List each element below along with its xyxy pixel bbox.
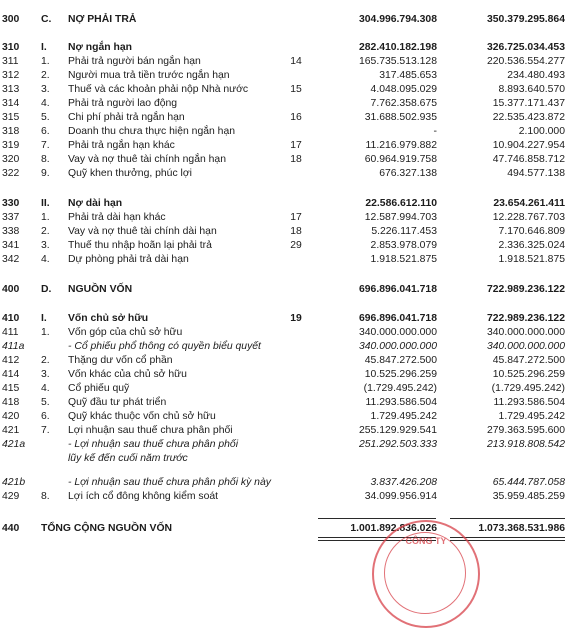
table-row [0,410,577,424]
current-year-value: 3.837.426.208 [370,477,437,488]
item-label: - Cổ phiếu phổ thông có quyền biểu quyết [68,341,261,352]
item-code: 337 [2,212,20,223]
current-year-value: 676.327.138 [379,168,437,179]
item-label: Thuế thu nhập hoãn lại phải trả [68,240,212,251]
item-label: NỢ PHẢI TRẢ [68,14,137,25]
item-code: 300 [2,14,20,25]
section-row-330 [0,197,577,211]
current-year-value: 60.964.919.758 [364,154,437,165]
table-row [0,239,577,253]
item-number: 7. [41,140,50,151]
prior-year-value: 45.847.272.500 [492,355,565,366]
item-number: 8. [41,154,50,165]
item-number: 2. [41,355,50,366]
current-year-value: 45.847.272.500 [364,355,437,366]
prior-year-value: 1.918.521.875 [498,254,565,265]
prior-year-value: 2.100.000 [518,126,565,137]
item-code: 310 [2,42,20,53]
item-label: Lợi ích cổ đông không kiểm soát [68,491,219,502]
item-label: Dự phòng phải trả dài hạn [68,254,189,265]
current-year-value: 31.688.502.935 [364,112,437,123]
table-row [0,139,577,153]
current-year-value: 22.586.612.110 [365,198,437,209]
prior-year-value: 722.989.236.122 [486,284,565,295]
prior-year-value: 279.363.595.600 [486,425,565,436]
seal-text: CÔNG TY [405,536,447,546]
table-row [0,368,577,382]
item-code: 421b [2,477,26,488]
item-code: 320 [2,154,20,165]
prior-year-value: 22.535.423.872 [492,112,565,123]
item-label: Vốn chủ sở hữu [68,313,149,324]
prior-year-value: 11.293.586.504 [493,397,565,408]
item-code: 315 [2,112,20,123]
note-number: 16 [290,112,302,123]
note-number: 17 [290,212,302,223]
item-label: Vốn khác của chủ sở hữu [68,369,187,380]
item-code: 414 [2,369,20,380]
item-number: I. [41,42,47,53]
item-number: 3. [41,84,50,95]
prior-year-value: 2.336.325.024 [498,240,565,251]
prior-year-value: 234.480.493 [507,70,565,81]
section-row-410 [0,312,577,326]
item-number: 1. [41,212,50,223]
item-code: 341 [2,240,20,251]
item-code: 429 [2,491,20,502]
item-label: - Lợi nhuận sau thuế chưa phân phối [68,439,239,450]
item-label: Vốn góp của chủ sở hữu [68,327,183,338]
table-row-continuation [0,452,577,466]
table-row [0,225,577,239]
item-number: 5. [41,397,50,408]
item-label: Nợ ngắn hạn [68,42,132,53]
item-label: Vay và nợ thuê tài chính dài hạn [68,226,217,237]
current-year-value: 2.853.978.079 [370,240,437,251]
note-number: 14 [290,56,302,67]
prior-year-value: 12.228.767.703 [492,212,565,223]
item-label: Lợi nhuận sau thuế chưa phân phối [68,425,233,436]
item-number: 5. [41,112,50,123]
table-row [0,340,577,354]
prior-year-value: 1.729.495.242 [498,411,565,422]
current-year-value: 696.896.041.718 [358,313,437,324]
item-number: C. [41,14,52,25]
prior-year-value: 23.654.261.411 [493,198,565,209]
current-year-value: 11.216.979.882 [365,140,437,151]
table-row [0,253,577,267]
item-label: Phải trả ngắn hạn khác [68,140,175,151]
item-code: 440 [2,523,20,534]
item-number: II. [41,198,50,209]
prior-year-value: 10.525.296.259 [492,369,565,380]
item-code: 411a [2,341,25,352]
prior-year-value: 213.918.808.542 [486,439,565,450]
prior-year-value: 10.904.227.954 [492,140,565,151]
item-number: 4. [41,98,50,109]
table-row [0,438,577,452]
section-row-310 [0,41,577,55]
table-row [0,476,577,490]
note-number: 15 [290,84,302,95]
table-row [0,382,577,396]
table-row [0,490,577,504]
item-label: Vay và nợ thuê tài chính ngắn hạn [68,154,226,165]
current-year-value: 7.762.358.675 [370,98,437,109]
item-code: 412 [2,355,20,366]
item-label: NGUỒN VỐN [68,284,133,295]
prior-year-value: 35.959.485.259 [492,491,565,502]
item-label: Quỹ đầu tư phát triển [68,397,167,408]
item-code: 314 [2,98,20,109]
grand-total-row [0,522,577,536]
item-number: 4. [41,383,50,394]
item-label: - Lợi nhuận sau thuế chưa phân phối kỳ này [68,477,271,488]
current-year-value: 11.293.586.504 [365,397,437,408]
table-row [0,55,577,69]
prior-year-value: 8.893.640.570 [498,84,565,95]
note-number: 19 [290,313,302,324]
current-year-value: 282.410.182.198 [358,42,437,53]
item-label: Quỹ khác thuộc vốn chủ sở hữu [68,411,216,422]
table-row [0,424,577,438]
current-year-value: 255.129.929.541 [358,425,437,436]
current-year-value: (1.729.495.242) [363,383,437,394]
note-number: 18 [290,154,302,165]
item-code: 418 [2,397,20,408]
prior-year-value: 494.577.138 [507,168,565,179]
current-year-value: 1.729.495.242 [370,411,437,422]
current-year-value: 1.001.892.836.026 [350,523,437,534]
item-label: Chi phí phải trả ngắn hạn [68,112,185,123]
prior-year-value: 340.000.000.000 [486,341,565,352]
prior-year-value: 326.725.034.453 [486,42,565,53]
prior-year-value: 65.444.787.058 [492,477,565,488]
item-code: 342 [2,254,20,265]
item-code: 338 [2,226,20,237]
current-year-value: 251.292.503.333 [358,439,437,450]
item-label: Thuế và các khoản phải nộp Nhà nước [68,84,249,95]
current-year-value: 340.000.000.000 [358,341,437,352]
prior-year-value: 220.536.554.277 [486,56,565,67]
current-year-value: 696.896.041.718 [358,284,437,295]
item-label: TỔNG CỘNG NGUỒN VỐN [41,523,173,534]
item-code: 421a [2,439,26,450]
item-code: 319 [2,140,20,151]
table-row [0,167,577,181]
section-row-300 [0,13,577,27]
item-code: 411 [2,327,19,338]
table-row [0,125,577,139]
item-number: D. [41,284,52,295]
item-number: 4. [41,254,50,265]
current-year-value: 340.000.000.000 [358,327,437,338]
current-year-value: 165.735.513.128 [358,56,437,67]
prior-year-value: 350.379.295.864 [486,14,565,25]
note-number: 29 [290,240,302,251]
item-number: 2. [41,70,50,81]
item-number: I. [41,313,47,324]
section-row-400 [0,283,577,297]
item-code: 400 [2,284,20,295]
item-label: Phải trả người lao động [68,98,178,109]
table-row [0,211,577,225]
current-year-value: 12.587.994.703 [364,212,437,223]
prior-year-value: 722.989.236.122 [486,313,565,324]
item-number: 1. [41,327,50,338]
item-code: 318 [2,126,20,137]
note-number: 18 [290,226,302,237]
item-number: 6. [41,411,50,422]
item-number: 2. [41,226,50,237]
item-number: 1. [41,56,50,67]
current-year-value: 4.048.095.029 [370,84,437,95]
prior-year-value: 47.746.858.712 [492,154,565,165]
prior-year-value: (1.729.495.242) [491,383,565,394]
total-rule-current [318,518,436,519]
item-code: 313 [2,84,20,95]
table-row [0,111,577,125]
current-year-value: 317.485.653 [379,70,437,81]
item-code: 330 [2,198,20,209]
note-number: 17 [290,140,302,151]
total-rule-prior [450,518,565,519]
current-year-value: - [433,126,437,137]
prior-year-value: 7.170.646.809 [498,226,565,237]
item-code: 420 [2,411,20,422]
current-year-value: 1.918.521.875 [370,254,437,265]
item-label: Nợ dài hạn [68,198,123,209]
item-number: 7. [41,425,50,436]
table-row [0,396,577,410]
current-year-value: 5.226.117.453 [371,226,437,237]
table-row [0,153,577,167]
table-row [0,97,577,111]
item-number: 8. [41,491,50,502]
item-code: 421 [2,425,20,436]
current-year-value: 304.996.794.308 [358,14,437,25]
item-label: Thặng dư vốn cổ phần [68,355,173,366]
item-code: 322 [2,168,20,179]
prior-year-value: 15.377.171.437 [492,98,565,109]
item-label: Phải trả dài hạn khác [68,212,166,223]
item-code: 311 [2,56,19,67]
table-row [0,83,577,97]
item-number: 3. [41,369,50,380]
item-label: Người mua trả tiền trước ngắn hạn [68,70,230,81]
table-row [0,69,577,83]
prior-year-value: 1.073.368.531.986 [478,523,565,534]
company-seal-stamp [372,520,480,628]
item-number: 6. [41,126,50,137]
table-row [0,354,577,368]
table-row [0,326,577,340]
current-year-value: 34.099.956.914 [364,491,437,502]
item-label: Cổ phiếu quỹ [68,383,130,394]
item-label: Doanh thu chưa thực hiện ngắn hạn [68,126,236,137]
current-year-value: 10.525.296.259 [364,369,437,380]
item-code: 312 [2,70,20,81]
item-label: Quỹ khen thưởng, phúc lợi [68,168,192,179]
item-label: lũy kế đến cuối năm trước [68,453,188,464]
item-number: 3. [41,240,50,251]
item-number: 9. [41,168,50,179]
item-label: Phải trả người bán ngắn hạn [68,56,201,67]
prior-year-value: 340.000.000.000 [486,327,565,338]
item-code: 415 [2,383,20,394]
item-code: 410 [2,313,20,324]
